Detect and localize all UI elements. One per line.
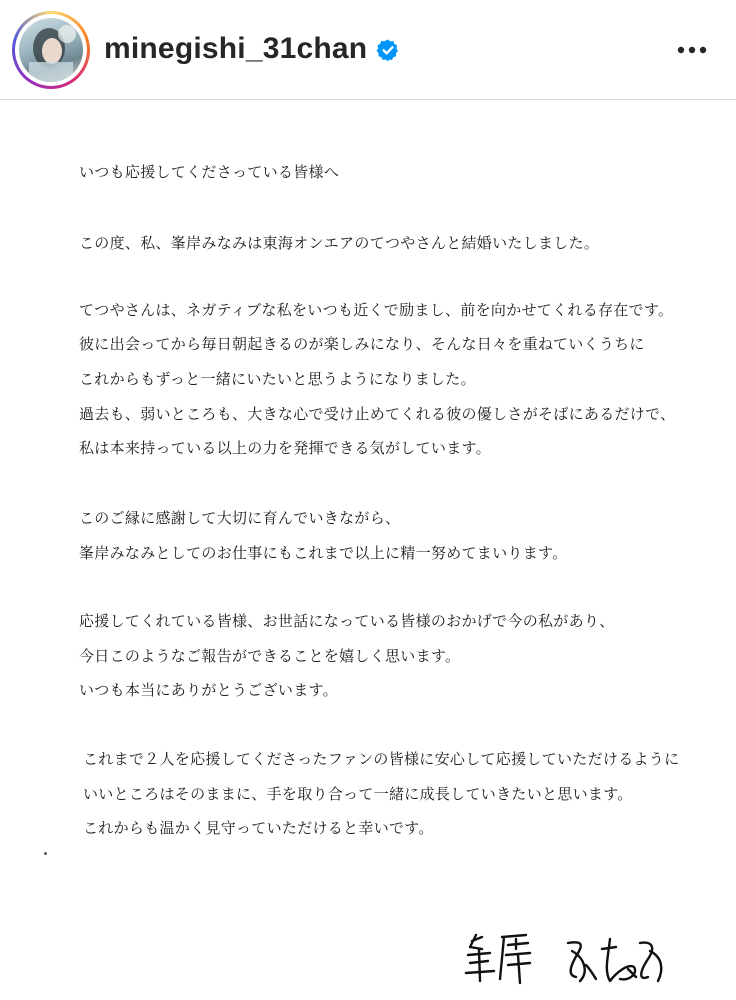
verified-badge-icon bbox=[376, 38, 400, 62]
letter-line: このご縁に感謝して大切に育んでいきながら、 bbox=[79, 509, 401, 527]
letter-line: この度、私、峯岸みなみは東海オンエアのてつやさんと結婚いたしました。 bbox=[79, 234, 600, 252]
handwritten-signature bbox=[460, 929, 670, 989]
letter-greeting: いつも応援してくださっている皆様へ bbox=[79, 163, 340, 181]
post-header bbox=[0, 0, 736, 100]
more-options-icon[interactable] bbox=[672, 36, 712, 64]
letter-line: 私は本来持っている以上の力を発揮できる気がしています。 bbox=[79, 439, 491, 457]
avatar-frame bbox=[15, 14, 87, 86]
letter-line: てつやさんは、ネガティブな私をいつも近くで励まし、前を向かせてくれる存在です。 bbox=[79, 301, 674, 319]
paper-speck bbox=[44, 852, 47, 855]
letter-line: 応援してくれている皆様、お世話になっている皆様のおかげで今の私があり、 bbox=[79, 612, 615, 630]
username-link[interactable]: minegishi_31chan bbox=[104, 32, 368, 65]
letter-line: いいところはそのままに、手を取り合って一緒に成長していきたいと思います。 bbox=[83, 785, 633, 803]
letter-line: 彼に出会ってから毎日朝起きるのが楽しみになり、そんな日々を重ねていくうちに bbox=[79, 335, 645, 353]
profile-photo-icon bbox=[19, 18, 83, 82]
story-ring[interactable] bbox=[12, 11, 90, 89]
letter-line: 今日このようなご報告ができることを嬉しく思います。 bbox=[79, 647, 461, 665]
avatar[interactable] bbox=[19, 18, 83, 82]
letter-line: 過去も、弱いところも、大きな心で受け止めてくれる彼の優しさがそばにあるだけで、 bbox=[79, 405, 676, 423]
letter-line: これからも温かく見守っていただけると幸いです。 bbox=[83, 819, 434, 837]
letter-line: これからもずっと一緒にいたいと思うようになりました。 bbox=[79, 370, 476, 388]
letter-line: これまで２人を応援してくださったファンの皆様に安心して応援していただけるように bbox=[83, 750, 680, 768]
letter-image bbox=[0, 101, 736, 1000]
letter-line: いつも本当にありがとうございます。 bbox=[79, 681, 338, 699]
letter-line: 峯岸みなみとしてのお仕事にもこれまで以上に精一努めてまいります。 bbox=[79, 544, 568, 562]
